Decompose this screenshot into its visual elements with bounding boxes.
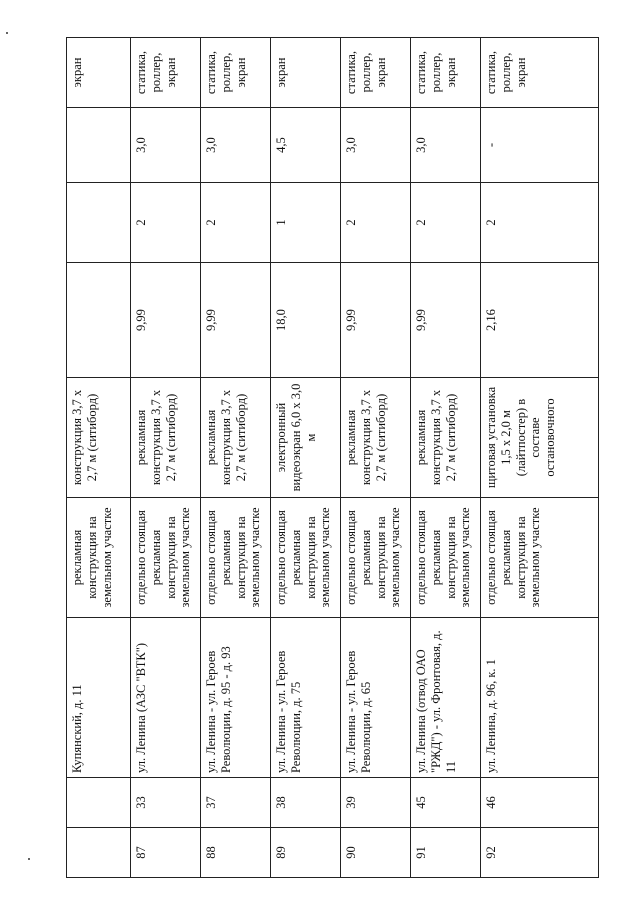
location-id: 46 [481,778,599,828]
address-cell: ул. Ленина (АЗС "ВТК") [131,618,201,778]
sides-cell [67,183,131,263]
sides-cell: 2 [411,183,481,263]
sides-cell: 2 [201,183,271,263]
view-cell: статика, роллер, экран [131,38,201,108]
construction-desc-cell: электронный видеоэкран 6,0 х 3,0 м [271,378,341,498]
row-number: 92 [481,828,599,878]
row-number: 88 [201,828,271,878]
row-number: 90 [341,828,411,878]
address-cell: ул. Ленина - ул. Героев Революции, д. 65 [341,618,411,778]
view-cell: статика, роллер, экран [481,38,599,108]
view-cell: статика, роллер, экран [341,38,411,108]
height-cell: 4,5 [271,108,341,183]
height-cell: 3,0 [131,108,201,183]
row-number: 89 [271,828,341,878]
construction-desc-cell: рекламная конструкция 3,7 х 2,7 м (ситиборд) [411,378,481,498]
sides-cell: 2 [481,183,599,263]
area-cell: 9,99 [201,263,271,378]
table-row [67,38,131,878]
construction-desc-cell: конструкция 3,7 х 2,7 м (ситиборд) [67,378,131,498]
construction-type-cell: отдельно стоящая рекламная конструкция на земельном участке [131,498,201,618]
area-cell: 9,99 [341,263,411,378]
address-cell: ул. Ленина (отвод ОАО "РЖД") - ул. Фронтовая, д. 11 [411,618,481,778]
location-id: 38 [271,778,341,828]
construction-desc-cell: рекламная конструкция 3,7 х 2,7 м (ситиборд) [131,378,201,498]
table-row [131,38,201,878]
advertising-structures-table [66,37,599,878]
address-cell: Купянский, д. 11 [67,618,131,778]
area-cell: 9,99 [131,263,201,378]
height-cell [67,108,131,183]
construction-type-cell: отдельно стоящая рекламная конструкция на земельном участке [201,498,271,618]
construction-desc-cell: рекламная конструкция 3,7 х 2,7 м (ситиборд) [201,378,271,498]
address-cell: ул. Ленина, д. 96, к. 1 [481,618,599,778]
sides-cell: 2 [131,183,201,263]
height-cell: 3,0 [201,108,271,183]
location-id: 39 [341,778,411,828]
area-cell [67,263,131,378]
construction-type-cell: отдельно стоящая рекламная конструкция на земельном участке [481,498,599,618]
height-cell: 3,0 [341,108,411,183]
area-cell: 2,16 [481,263,599,378]
area-cell: 9,99 [411,263,481,378]
area-cell: 18,0 [271,263,341,378]
view-cell: экран [67,38,131,108]
location-id [67,778,131,828]
construction-type-cell: отдельно стоящая рекламная конструкция на земельном участке [411,498,481,618]
view-cell: экран [271,38,341,108]
table-row [341,38,411,878]
height-cell: 3,0 [411,108,481,183]
address-cell: ул. Ленина - ул. Героев Революции, д. 75 [271,618,341,778]
location-id: 33 [131,778,201,828]
table-row [481,38,599,878]
construction-desc-cell: рекламная конструкция 3,7 х 2,7 м (ситиборд) [341,378,411,498]
rotated-page [66,38,598,878]
address-cell: ул. Ленина - ул. Героев Революции, д. 95 - д. 93 [201,618,271,778]
construction-type-cell: отдельно стоящая рекламная конструкция на земельном участке [341,498,411,618]
scan-speck [6,32,8,34]
scan-speck [28,858,30,860]
row-number: 91 [411,828,481,878]
table-row [201,38,271,878]
table-row [271,38,341,878]
sides-cell: 2 [341,183,411,263]
view-cell: статика, роллер, экран [411,38,481,108]
construction-type-cell: отдельно стоящая рекламная конструкция на земельном участке [271,498,341,618]
location-id: 37 [201,778,271,828]
height-cell: - [481,108,599,183]
table-row [411,38,481,878]
row-number: 87 [131,828,201,878]
construction-desc-cell: щитовая установка 1,5 х 2,0 м (лайтпостер) в составе остановочного [481,378,599,498]
sides-cell: 1 [271,183,341,263]
view-cell: статика, роллер, экран [201,38,271,108]
row-number [67,828,131,878]
location-id: 45 [411,778,481,828]
construction-type-cell: рекламная конструкция на земельном участке [67,498,131,618]
